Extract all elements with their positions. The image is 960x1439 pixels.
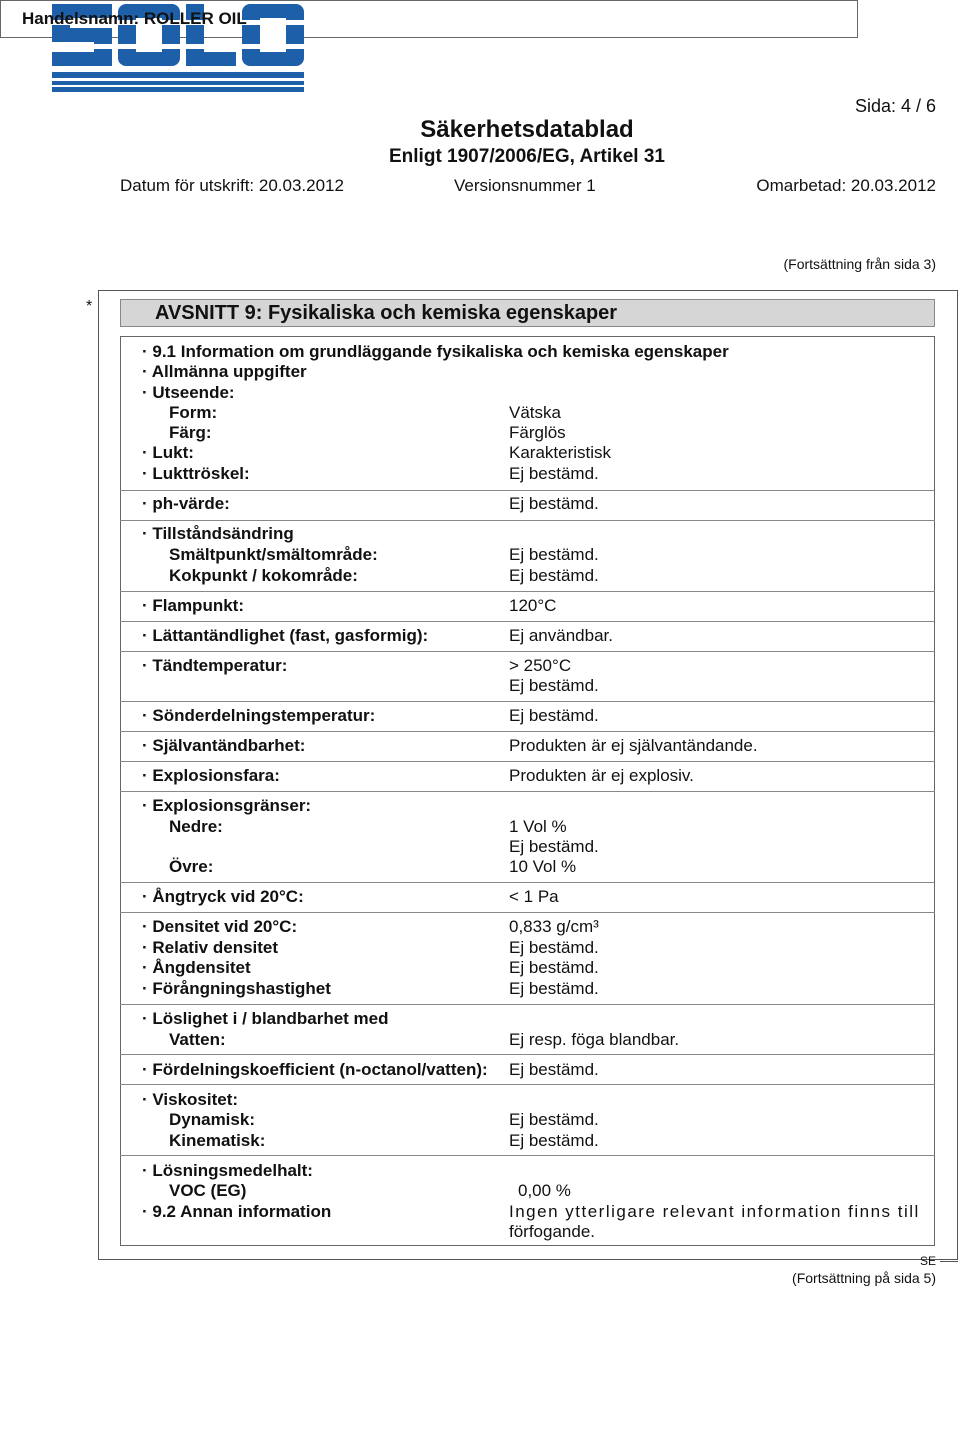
row-divider bbox=[120, 591, 935, 592]
section-title: AVSNITT 9: Fysikaliska och kemiska egenskaper bbox=[155, 302, 618, 324]
ignition-temp-value-2: Ej bestämd. bbox=[509, 676, 599, 695]
density-value: 0,833 g/cm³ bbox=[509, 917, 599, 936]
dynamic-viscosity-value: Ej bestämd. bbox=[509, 1110, 599, 1129]
other-info-value: Ingen ytterligare relevant information finns till bbox=[509, 1202, 920, 1221]
flash-point-value: 120°C bbox=[509, 596, 557, 615]
document-title: Säkerhetsdatablad bbox=[420, 116, 634, 143]
row-divider bbox=[120, 621, 935, 622]
voc-value: 0,00 % bbox=[518, 1181, 571, 1200]
odor-threshold-label: · Lukttröskel: bbox=[142, 464, 250, 483]
water-label: Vatten: bbox=[169, 1030, 226, 1049]
revision-star: * bbox=[86, 298, 93, 315]
row-divider bbox=[120, 1004, 935, 1005]
section-heading bbox=[120, 299, 935, 327]
row-divider bbox=[120, 651, 935, 652]
partition-coefficient-label: · Fördelningskoefficient (n-octanol/vatten): bbox=[142, 1060, 488, 1079]
row-divider bbox=[120, 1155, 935, 1156]
print-date: Datum för utskrift: 20.03.2012 bbox=[120, 176, 344, 195]
document-subtitle: Enligt 1907/2006/EG, Artikel 31 bbox=[389, 146, 665, 167]
appearance-label: · Utseende: bbox=[142, 383, 235, 402]
solubility-label: · Löslighet i / blandbarhet med bbox=[142, 1009, 389, 1028]
decomposition-temp-value: Ej bestämd. bbox=[509, 706, 599, 725]
row-divider bbox=[120, 912, 935, 913]
melting-point-label: Smältpunkt/smältområde: bbox=[169, 545, 378, 564]
voc-label: VOC (EG) bbox=[169, 1181, 247, 1200]
vapor-pressure-label: · Ångtryck vid 20°C: bbox=[142, 887, 304, 906]
row-divider bbox=[120, 520, 935, 521]
trade-name: Handelsnamn: ROLLER OIL bbox=[22, 9, 247, 28]
odor-label: · Lukt: bbox=[142, 443, 194, 462]
upper-limit-value: 10 Vol % bbox=[509, 857, 577, 876]
water-value: Ej resp. föga blandbar. bbox=[509, 1030, 680, 1049]
row-divider bbox=[120, 1084, 935, 1085]
color-label: Färg: bbox=[169, 423, 212, 442]
row-divider bbox=[120, 490, 935, 491]
row-divider bbox=[120, 701, 935, 702]
vapor-density-label: · Ångdensitet bbox=[142, 958, 251, 977]
row-divider bbox=[120, 761, 935, 762]
dynamic-viscosity-label: Dynamisk: bbox=[169, 1110, 255, 1129]
page-indicator: Sida: 4 / 6 bbox=[854, 96, 936, 116]
continued-on: (Fortsättning på sida 5) bbox=[792, 1270, 936, 1286]
revised-date: Omarbetad: 20.03.2012 bbox=[756, 176, 936, 195]
melting-point-value: Ej bestämd. bbox=[509, 545, 599, 564]
lower-limit-label: Nedre: bbox=[169, 817, 223, 836]
density-label: · Densitet vid 20°C: bbox=[142, 917, 298, 936]
kinematic-viscosity-value: Ej bestämd. bbox=[509, 1131, 599, 1150]
flammability-label: · Lättantändlighet (fast, gasformig): bbox=[142, 626, 429, 645]
footer-rule bbox=[940, 1261, 958, 1262]
explosion-limits-label: · Explosionsgränser: bbox=[142, 796, 312, 815]
boiling-point-label: Kokpunkt / kokområde: bbox=[169, 566, 358, 585]
ignition-temp-label: · Tändtemperatur: bbox=[142, 656, 288, 675]
general-info-heading: · Allmänna uppgifter bbox=[142, 362, 307, 381]
relative-density-value: Ej bestämd. bbox=[509, 938, 599, 957]
partition-coefficient-value: Ej bestämd. bbox=[509, 1060, 599, 1079]
vapor-density-value: Ej bestämd. bbox=[509, 958, 599, 977]
other-info-label: · 9.2 Annan information bbox=[142, 1202, 332, 1221]
self-ignition-label: · Självantändbarhet: bbox=[142, 736, 306, 755]
row-divider bbox=[120, 882, 935, 883]
other-info-value-2: förfogande. bbox=[509, 1222, 596, 1241]
form-value: Vätska bbox=[509, 403, 561, 422]
explosion-hazard-label: · Explosionsfara: bbox=[142, 766, 280, 785]
viscosity-label: · Viskositet: bbox=[142, 1090, 239, 1109]
kinematic-viscosity-label: Kinematisk: bbox=[169, 1131, 266, 1150]
explosion-hazard-value: Produkten är ej explosiv. bbox=[509, 766, 694, 785]
lower-limit-value: 1 Vol % bbox=[509, 817, 567, 836]
ph-label: · ph-värde: bbox=[142, 494, 230, 513]
form-label: Form: bbox=[169, 403, 218, 422]
vapor-pressure-value: < 1 Pa bbox=[509, 887, 559, 906]
row-divider bbox=[120, 1054, 935, 1055]
odor-value: Karakteristisk bbox=[509, 443, 612, 462]
row-divider bbox=[120, 791, 935, 792]
evaporation-rate-label: · Förångningshastighet bbox=[142, 979, 331, 998]
self-ignition-value: Produkten är ej självantändande. bbox=[509, 736, 758, 755]
flammability-value: Ej användbar. bbox=[509, 626, 613, 645]
row-divider bbox=[120, 731, 935, 732]
version-number: Versionsnummer 1 bbox=[454, 176, 596, 195]
ignition-temp-value: > 250°C bbox=[509, 656, 572, 675]
state-change-label: · Tillståndsändring bbox=[142, 524, 294, 543]
color-value: Färglös bbox=[509, 423, 566, 442]
language-code: SE bbox=[919, 1254, 936, 1268]
decomposition-temp-label: · Sönderdelningstemperatur: bbox=[142, 706, 376, 725]
ph-value: Ej bestämd. bbox=[509, 494, 599, 513]
relative-density-label: · Relativ densitet bbox=[142, 938, 279, 957]
lower-limit-value-2: Ej bestämd. bbox=[509, 837, 599, 856]
boiling-point-value: Ej bestämd. bbox=[509, 566, 599, 585]
odor-threshold-value: Ej bestämd. bbox=[509, 464, 599, 483]
upper-limit-label: Övre: bbox=[169, 857, 214, 876]
flash-point-label: · Flampunkt: bbox=[142, 596, 244, 615]
continued-from: (Fortsättning från sida 3) bbox=[783, 256, 936, 272]
evaporation-rate-value: Ej bestämd. bbox=[509, 979, 599, 998]
solvent-content-label: · Lösningsmedelhalt: bbox=[142, 1161, 313, 1180]
subsection-9-1-heading: · 9.1 Information om grundläggande fysikaliska och kemiska egenskaper bbox=[142, 342, 729, 361]
